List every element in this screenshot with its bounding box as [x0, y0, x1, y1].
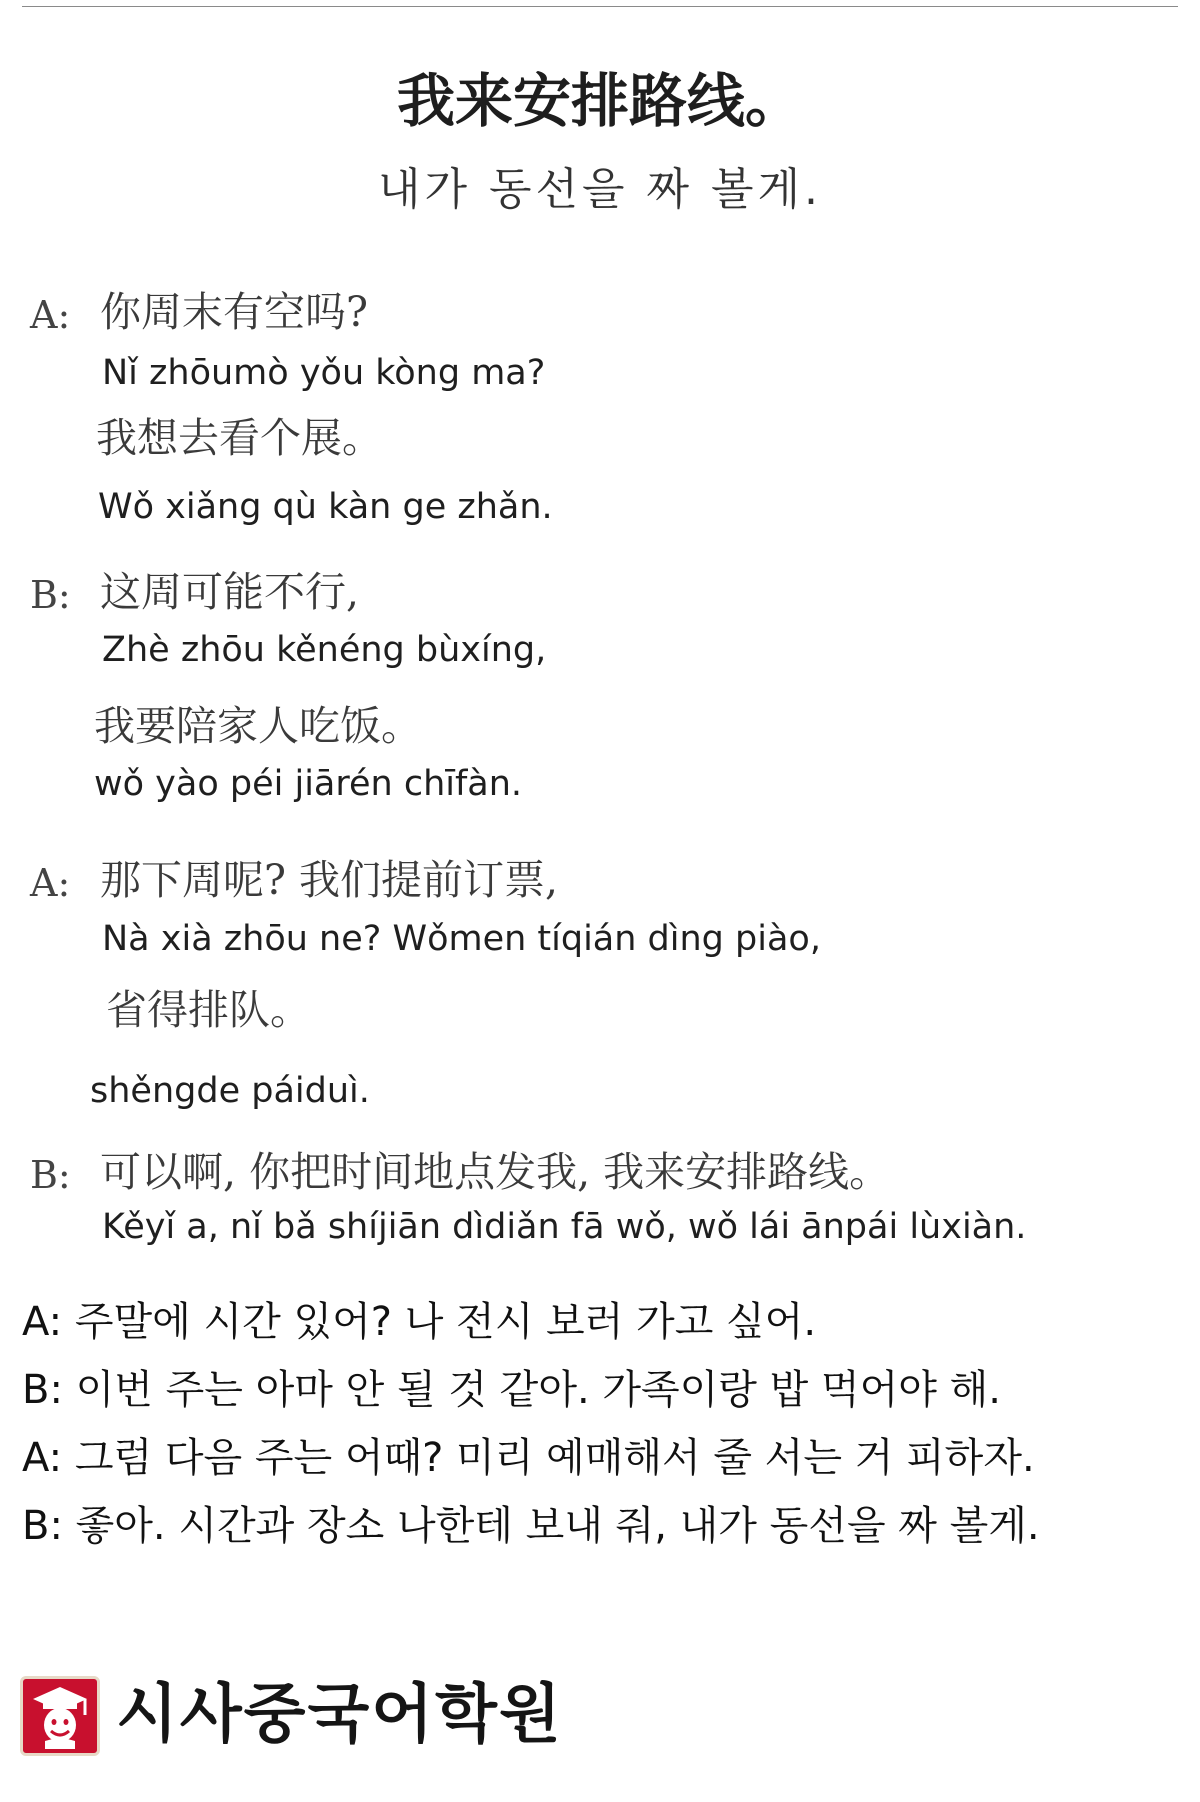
speaker-label: A: — [30, 861, 71, 905]
translation-line: B: 좋아. 시간과 장소 나한테 보내 줘, 내가 동선을 짜 볼게. — [22, 1503, 1040, 1549]
hanzi-line: 那下周呢? 我们提前订票, — [100, 856, 559, 904]
speaker-label: B: — [30, 1153, 71, 1197]
speaker-label: A: — [30, 293, 71, 337]
pinyin-line: Nà xià zhōu ne? Wǒmen tíqián dìng piào, — [102, 919, 821, 959]
hanzi-line: 这周可能不行, — [100, 568, 360, 616]
page-subtitle: 내가 동선을 짜 볼게. — [378, 164, 822, 215]
pinyin-line: Kěyǐ a, nǐ bǎ shíjiān dìdiǎn fā wǒ, wǒ lái ānpái lùxiàn. — [102, 1207, 1027, 1247]
hanzi-line: 我要陪家人吃饭。 — [94, 702, 422, 750]
brand-name: 시사중국어학원 — [116, 1678, 563, 1752]
mascot-logo-icon — [20, 1676, 100, 1756]
translation-line: A: 그럼 다음 주는 어때? 미리 예매해서 줄 서는 거 피하자. — [22, 1435, 1035, 1481]
top-divider — [22, 6, 1178, 7]
speaker-label: B: — [30, 573, 71, 617]
hanzi-line: 可以啊, 你把时间地点发我, 我来安排路线。 — [100, 1148, 891, 1196]
pinyin-line: Wǒ xiǎng qù kàn ge zhǎn. — [98, 487, 553, 527]
pinyin-line: Zhè zhōu kěnéng bùxíng, — [102, 630, 547, 670]
pinyin-line: shěngde páiduì. — [90, 1071, 370, 1111]
pinyin-line: wǒ yào péi jiārén chīfàn. — [94, 764, 523, 804]
pinyin-line: Nǐ zhōumò yǒu kòng ma? — [102, 353, 546, 393]
hanzi-line: 我想去看个展。 — [96, 414, 383, 462]
page-title: 我来安排路线。 — [396, 67, 803, 135]
translation-line: A: 주말에 시간 있어? 나 전시 보러 가고 싶어. — [22, 1299, 817, 1345]
translation-line: B: 이번 주는 아마 안 될 것 같아. 가족이랑 밥 먹어야 해. — [22, 1367, 1002, 1413]
hanzi-line: 你周末有空吗? — [100, 288, 368, 336]
hanzi-line: 省得排队。 — [106, 986, 311, 1034]
